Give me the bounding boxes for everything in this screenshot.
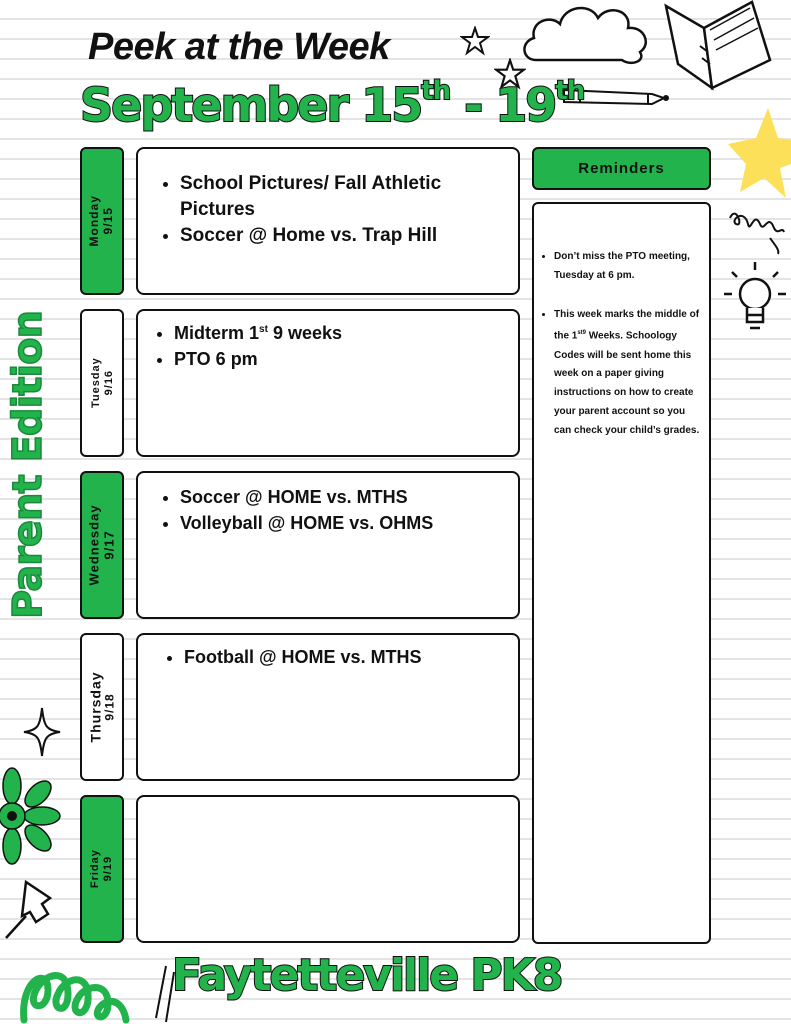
event-text-pre: Midterm 1 xyxy=(174,323,260,343)
day-date: 9/18 xyxy=(102,693,117,721)
event-item: • PTO 6 pm xyxy=(174,346,518,372)
day-name: Friday xyxy=(89,849,102,889)
star-icon xyxy=(728,104,791,200)
green-loops-icon xyxy=(18,960,134,1024)
star-outline-icon xyxy=(460,26,490,56)
book-icon xyxy=(660,0,776,92)
day-box-wednesday xyxy=(136,471,520,619)
reminder-text-post: Weeks. Schoology Codes will be sent home this week on a paper giving instructions on how to create your parent account so you can check your child’s grades. xyxy=(554,330,700,436)
date-start: September 15 xyxy=(80,78,422,132)
flower-icon xyxy=(0,766,64,866)
event-text-sup: st xyxy=(259,324,268,335)
event-item: • Soccer @ Home vs. Trap Hill xyxy=(180,223,518,249)
event-item xyxy=(174,317,518,346)
page-title: Peek at the Week xyxy=(88,26,390,68)
reminders-heading: Reminders xyxy=(532,147,711,190)
squiggle-icon xyxy=(726,204,788,256)
event-item: • School Pictures/ Fall Athletic Pictures xyxy=(180,171,518,223)
pushpin-icon xyxy=(0,876,56,946)
date-start-suffix: th xyxy=(421,76,451,106)
day-name: Thursday xyxy=(87,671,104,743)
day-tab-thursday xyxy=(80,633,124,781)
day-name: Tuesday xyxy=(89,357,102,409)
lightbulb-icon xyxy=(722,260,788,336)
day-tab-tuesday xyxy=(80,309,124,457)
day-name: Monday xyxy=(87,195,102,247)
day-box-tuesday xyxy=(136,309,520,457)
week-date-range xyxy=(80,78,584,132)
reminder-item: • Don’t miss the PTO meeting, Tuesday at 6 pm. xyxy=(554,248,701,286)
event-item: • Football @ HOME vs. MTHS xyxy=(184,644,518,670)
parent-edition-label: Parent Edition xyxy=(5,310,51,620)
event-item: • Volleyball @ HOME vs. OHMS xyxy=(180,510,518,536)
day-box-monday xyxy=(136,147,520,295)
day-date: 9/16 xyxy=(102,370,114,396)
reminder-text-pre: This week marks the middle of the 1 xyxy=(554,308,700,342)
event-text-post: 9 weeks xyxy=(267,323,342,343)
day-name: Wednesday xyxy=(86,504,102,586)
day-box-friday xyxy=(136,795,520,943)
school-name: Faytetteville PK8 xyxy=(172,950,562,1001)
day-box-thursday xyxy=(136,633,520,781)
day-tab-wednesday xyxy=(80,471,124,619)
event-item: • Soccer @ HOME vs. MTHS xyxy=(180,484,518,510)
cloud-icon xyxy=(518,0,658,70)
day-date: 9/19 xyxy=(101,856,114,882)
day-tab-friday xyxy=(80,795,124,943)
day-date: 9/15 xyxy=(101,207,115,235)
reminder-text-sup: st9 xyxy=(577,330,587,337)
date-separator: - 19 xyxy=(450,78,556,132)
sparkle-icon xyxy=(22,706,62,758)
reminder-item xyxy=(554,306,701,441)
day-tab-monday xyxy=(80,147,124,295)
day-date: 9/17 xyxy=(101,530,117,560)
date-end-suffix: th xyxy=(555,76,585,106)
reminders-box xyxy=(532,202,711,944)
